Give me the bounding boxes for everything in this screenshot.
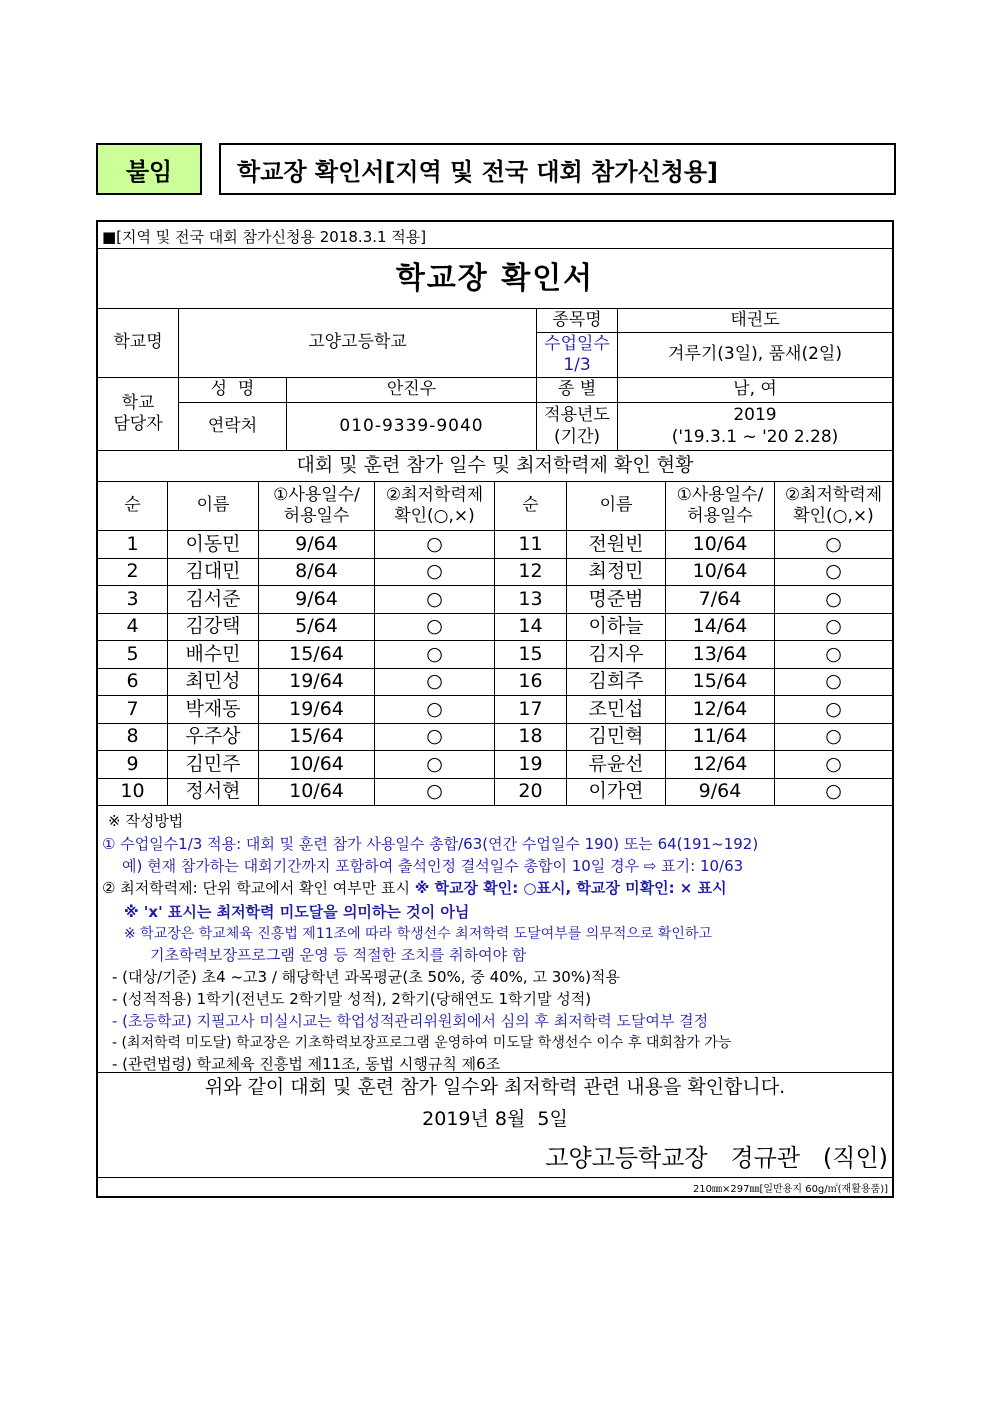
col-used-days-right-line2: 허용일수 (687, 506, 753, 526)
gender-label: 종 별 (557, 379, 597, 400)
year-value (618, 403, 892, 450)
class-days-label-line1: 수업일수 (544, 333, 610, 354)
method-line-text: ② 최저학력제: 단위 학교에서 확인 여부만 표시 (102, 879, 410, 897)
used-days: 12/64 (692, 752, 748, 775)
min-academic-check: ○ (825, 642, 842, 665)
used-days: 15/64 (692, 670, 748, 693)
method-title: ※ 작성방법 (108, 812, 184, 830)
class-days-label-line2: 1/3 (563, 355, 591, 375)
student-name: 최정민 (588, 560, 644, 583)
year-label-line1: 적용년도 (544, 405, 610, 426)
confirmation-statement: 위와 같이 대회 및 훈련 참가 일수와 최저학력 관련 내용을 확인합니다. (204, 1076, 786, 1099)
year-label-line2: (기간) (553, 426, 601, 447)
row-no: 8 (126, 725, 139, 748)
method-line: - (최저학력 미도달) 학교장은 기초학력보장프로그램 운영하여 미도달 학생선수 이수 후 대회참가 가능 (112, 1035, 732, 1051)
student-name: 배수민 (185, 642, 241, 665)
gender-value: 남, 여 (733, 379, 777, 400)
col-no: 순 (124, 495, 141, 516)
col-min-academic-right-line1: ②최저학력제 (784, 484, 883, 505)
row-no: 5 (126, 642, 139, 665)
min-academic-check: ○ (825, 670, 842, 693)
min-academic-check: ○ (426, 642, 443, 665)
min-academic-check: ○ (426, 615, 443, 638)
application-period: ('19.3.1 ~ '20 2.28) (671, 426, 839, 447)
student-name: 이하늘 (588, 615, 644, 638)
sport-label: 종목명 (552, 309, 602, 330)
min-academic-check: ○ (426, 587, 443, 610)
student-name: 김희주 (588, 670, 644, 693)
used-days: 13/64 (692, 642, 748, 665)
row-no: 15 (518, 642, 543, 665)
min-academic-check: ○ (825, 697, 842, 720)
issue-date: 2019년 8월 5일 (422, 1108, 568, 1131)
student-name: 우주상 (185, 725, 241, 748)
form-title: 학교장 확인서 (395, 260, 595, 296)
contact-value: 010-9339-9040 (339, 415, 484, 436)
method-line (102, 877, 727, 898)
row-no: 14 (518, 615, 543, 638)
student-name: 최민성 (185, 670, 241, 693)
min-academic-check: ○ (825, 560, 842, 583)
min-academic-check: ○ (426, 725, 443, 748)
method-line-highlight: ※ 학교장 확인: ○표시, 학교장 미확인: × 표시 (414, 879, 727, 897)
col-min-academic-right (775, 482, 892, 530)
row-no: 20 (518, 780, 543, 803)
manager-label-line2: 담당자 (113, 414, 163, 434)
student-name: 이가연 (588, 780, 644, 803)
col-name-right: 이름 (599, 495, 633, 516)
used-days: 15/64 (289, 725, 344, 748)
min-academic-check: ○ (426, 780, 443, 803)
class-days-label (537, 333, 617, 377)
used-days: 15/64 (289, 642, 344, 665)
used-days: 19/64 (289, 697, 344, 720)
col-min-academic-right-line2: 확인(○,×) (793, 506, 874, 526)
method-line: - (관련법령) 학교체육 진흥법 제11조, 동법 시행규칙 제6조 (112, 1055, 501, 1073)
student-name: 김강택 (185, 615, 241, 638)
method-line: - (성적적용) 1학기(전년도 2학기말 성적), 2학기(당해연도 1학기말 성적) (112, 990, 592, 1008)
used-days: 10/64 (289, 780, 344, 803)
used-days: 10/64 (692, 532, 748, 555)
min-academic-check: ○ (426, 670, 443, 693)
col-min-academic-line2: 확인(○,×) (394, 506, 475, 526)
col-used-days (259, 482, 374, 530)
min-academic-check: ○ (825, 615, 842, 638)
col-no-right: 순 (522, 495, 539, 516)
row-no: 9 (126, 752, 139, 775)
student-name: 김민주 (185, 752, 241, 775)
principal-signature: 고양고등학교장 경규관 (직인) (545, 1144, 888, 1172)
used-days: 9/64 (295, 587, 338, 610)
col-min-academic-line1: ②최저학력제 (385, 484, 484, 505)
min-academic-check: ○ (825, 780, 842, 803)
min-academic-check: ○ (825, 532, 842, 555)
school-name: 고양고등학교 (308, 332, 407, 353)
min-academic-check: ○ (426, 532, 443, 555)
used-days: 9/64 (295, 532, 338, 555)
contact-label: 연락처 (207, 415, 258, 436)
student-name: 이동민 (185, 532, 241, 555)
class-days-value: 겨루기(3일), 품새(2일) (668, 344, 842, 365)
used-days: 19/64 (289, 670, 344, 693)
student-name: 김대민 (185, 560, 241, 583)
col-used-days-line1: ①사용일수/ (273, 484, 360, 505)
method-line: - (초등학교) 지필고사 미실시교는 학업성적관리위원회에서 심의 후 최저학력 도달여부 결정 (112, 1012, 709, 1030)
manager-name: 안진우 (386, 379, 437, 400)
method-line: - (대상/기준) 초4 ~고3 / 해당학년 과목평균(초 50%, 중 40%, 고 30%)적용 (112, 968, 620, 986)
used-days: 10/64 (692, 560, 748, 583)
method-line: ① 수업일수1/3 적용: 대회 및 훈련 참가 사용일수 총합/63(연간 수업일수 190) 또는 64(191~192) (102, 835, 759, 853)
used-days: 9/64 (698, 780, 742, 803)
row-no: 6 (126, 670, 139, 693)
method-line: ※ 학교장은 학교체육 진흥법 제11조에 따라 학생선수 최저학력 도달여부를 의무적으로 확인하고 (124, 926, 712, 942)
min-academic-check: ○ (825, 725, 842, 748)
student-name: 김서준 (185, 587, 241, 610)
student-name: 류윤선 (588, 752, 644, 775)
min-academic-check: ○ (426, 752, 443, 775)
application-year: 2019 (733, 405, 777, 426)
col-used-days-right (666, 482, 774, 530)
student-name: 박재동 (185, 697, 241, 720)
row-no: 2 (126, 560, 139, 583)
col-min-academic (375, 482, 494, 530)
col-used-days-line2: 허용일수 (283, 506, 350, 526)
manager-label-line1: 학교 (121, 392, 155, 413)
used-days: 5/64 (295, 615, 338, 638)
student-name: 조민섭 (588, 697, 644, 720)
row-no: 12 (518, 560, 543, 583)
document-heading (219, 143, 896, 195)
row-no: 11 (518, 532, 543, 555)
student-name: 정서현 (185, 780, 241, 803)
manager-name-label: 성 명 (210, 379, 255, 400)
sport-value: 태권도 (730, 309, 780, 330)
form-version-note: ■[지역 및 전국 대회 참가신청용 2018.3.1 적용] (102, 228, 427, 246)
used-days: 8/64 (295, 560, 338, 583)
school-label: 학교명 (113, 332, 163, 353)
row-no: 10 (120, 780, 145, 803)
manager-label (98, 378, 178, 450)
row-no: 7 (126, 697, 139, 720)
row-no: 3 (126, 587, 139, 610)
attachment-tag-label: 붙임 (125, 157, 173, 186)
paper-spec-note: 210㎜×297㎜[일반용지 60g/㎡(재활용품)] (692, 1184, 888, 1195)
min-academic-check: ○ (426, 560, 443, 583)
used-days: 12/64 (692, 697, 748, 720)
method-line: ※ 'x' 표시는 최저학력 미도달을 의미하는 것이 아님 (124, 903, 470, 921)
student-name: 김민혁 (588, 725, 644, 748)
min-academic-check: ○ (426, 697, 443, 720)
year-label (537, 403, 617, 450)
method-line: 기초학력보장프로그램 운영 등 적절한 조치를 취하여야 함 (150, 946, 527, 964)
row-no: 16 (518, 670, 543, 693)
row-no: 18 (518, 725, 543, 748)
row-no: 4 (126, 615, 139, 638)
confirmation-form (96, 220, 894, 1198)
student-name: 명준범 (588, 587, 644, 610)
used-days: 14/64 (692, 615, 748, 638)
section-title: 대회 및 훈련 참가 일수 및 최저학력제 확인 현황 (296, 454, 694, 477)
row-no: 13 (518, 587, 543, 610)
min-academic-check: ○ (825, 752, 842, 775)
col-name: 이름 (196, 495, 230, 516)
method-line: 예) 현재 참가하는 대회기간까지 포함하여 출석인정 결석일수 총합이 10일 경우 ⇨ 표기: 10/63 (122, 857, 744, 875)
row-no: 19 (518, 752, 543, 775)
row-no: 17 (518, 697, 543, 720)
row-no: 1 (126, 532, 139, 555)
attachment-tag (96, 143, 202, 195)
used-days: 7/64 (698, 587, 742, 610)
col-used-days-right-line1: ①사용일수/ (676, 484, 764, 505)
used-days: 11/64 (692, 725, 748, 748)
min-academic-check: ○ (825, 587, 842, 610)
student-name: 전원빈 (588, 532, 644, 555)
document-heading-text: 학교장 확인서[지역 및 전국 대회 참가신청용] (237, 157, 719, 186)
student-name: 김지우 (588, 642, 644, 665)
used-days: 10/64 (289, 752, 344, 775)
